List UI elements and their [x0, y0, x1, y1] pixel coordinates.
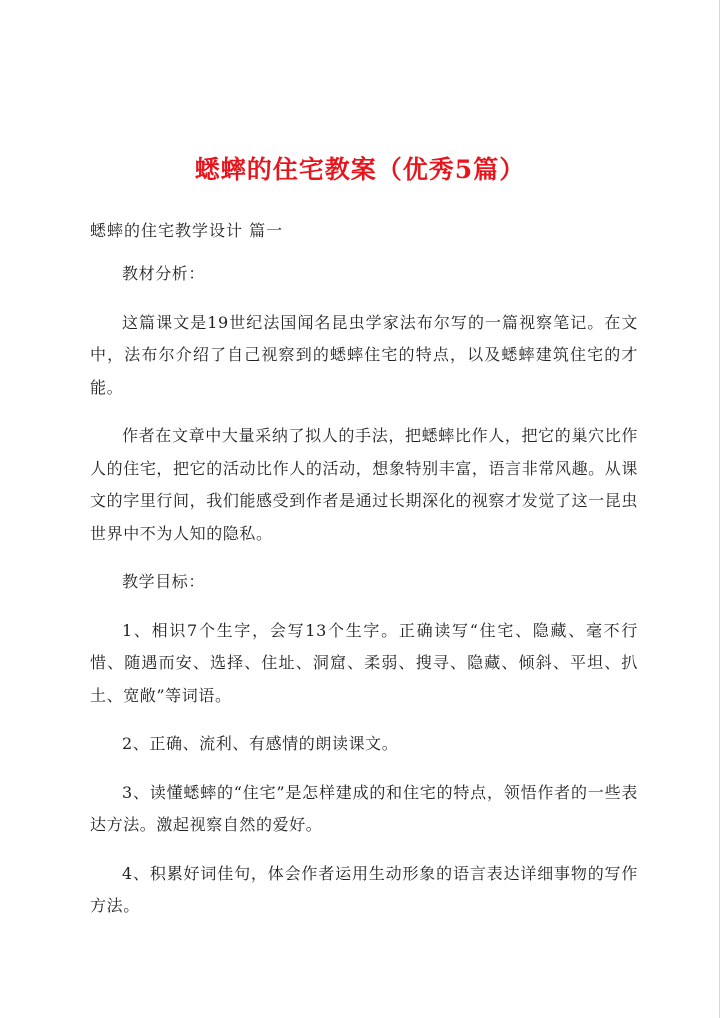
document-body — [90, 258, 638, 939]
paragraph-goal-4: 4、积累好词佳句，体会作者运用生动形象的语言表达详细事物的写作方法。 — [90, 863, 638, 915]
section-heading: 蟋蟀的住宅教学设计 篇一 — [90, 221, 284, 240]
paragraph-goal-1: 1、相识7个生字，会写13个生字。正确读写“住宅、隐藏、毫不行惜、随遇而安、选择、住址、洞窟、柔弱、搜寻、隐藏、倾斜、平坦、扒土、宽敞”等词语。 — [90, 620, 638, 705]
paragraph-teaching-goals-heading: 教学目标： — [122, 572, 206, 591]
paragraph-goal-2: 2、正确、流利、有感情的朗读课文。 — [122, 734, 399, 753]
document-title: 蟋蟀的住宅教案（优秀5篇） — [194, 155, 526, 184]
paragraph-material-analysis-heading: 教材分析： — [122, 264, 206, 283]
paragraph-material-analysis-2: 作者在文章中大量采纳了拟人的手法，把蟋蟀比作人，把它的巢穴比作人的住宅，把它的活动比作人的活动，想象特别丰富，语言非常风趣。从课文的字里行间，我们能感受到作者是通过长期深化的视察才发觉了这一昆虫世界中不为人知的隐私。 — [90, 426, 638, 543]
paragraph-material-analysis-1: 这篇课文是19世纪法国闻名昆虫学家法布尔写的一篇视察笔记。在文中，法布尔介绍了自己视察到的蟋蟀住宅的特点，以及蟋蟀建筑住宅的才能。 — [90, 312, 638, 397]
paragraph-goal-3: 3、读懂蟋蟀的“住宅”是怎样建成的和住宅的特点，领悟作者的一些表达方法。激起视察自然的爱好。 — [90, 782, 638, 834]
